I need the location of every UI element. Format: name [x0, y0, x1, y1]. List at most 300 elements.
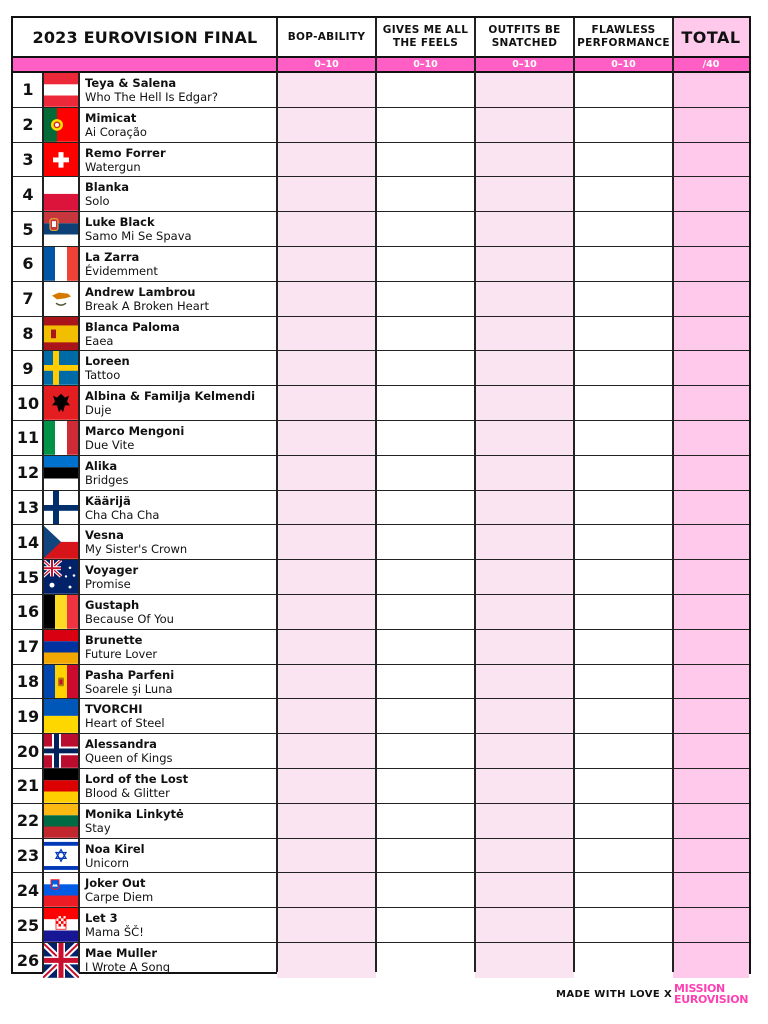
artist-name: Pasha Parfeni	[85, 667, 175, 682]
artist-name: Let 3	[85, 911, 118, 926]
entry-names	[85, 460, 280, 487]
score-cell-outfits[interactable]	[475, 73, 574, 107]
song-title: Samo Mi Se Spava	[85, 229, 192, 244]
score-cell-bop-ability[interactable]	[277, 525, 376, 559]
scale-label: 0–10	[413, 59, 438, 70]
artist-name: Voyager	[85, 563, 139, 578]
score-cell-total[interactable]	[673, 177, 749, 211]
running-order-number: 13	[16, 497, 40, 517]
song-title: Stay	[85, 820, 111, 835]
song-title: Carpe Diem	[85, 890, 154, 905]
entry-names	[85, 634, 280, 661]
made-with-love-text: MADE WITH LOVE X	[556, 989, 673, 1000]
entry-row	[13, 212, 749, 247]
running-order-number: 25	[16, 915, 40, 935]
score-cell-bop-ability[interactable]	[277, 351, 376, 385]
entry-names	[85, 181, 280, 208]
scale-label: 0–10	[611, 59, 636, 70]
entry-row	[13, 351, 749, 386]
artist-name: Andrew Lambrou	[85, 284, 196, 299]
score-cell-bop-ability[interactable]	[277, 665, 376, 699]
score-cell-performance[interactable]	[574, 386, 673, 420]
artist-name: Mimicat	[85, 110, 137, 125]
entry-row	[13, 769, 749, 804]
score-cell-performance[interactable]	[574, 839, 673, 873]
score-cell-bop-ability[interactable]	[277, 839, 376, 873]
score-cell-outfits[interactable]	[475, 282, 574, 316]
score-cell-performance[interactable]	[574, 769, 673, 803]
score-cell-bop-ability[interactable]	[277, 734, 376, 768]
score-cell-performance[interactable]	[574, 734, 673, 768]
running-order-number: 21	[16, 776, 40, 796]
song-title: Who The Hell Is Edgar?	[85, 90, 218, 104]
australia-flag-icon	[43, 560, 79, 594]
song-title: Solo	[85, 194, 110, 209]
entry-row	[13, 108, 749, 143]
entry-row	[13, 630, 749, 665]
score-cell-performance[interactable]	[574, 491, 673, 525]
artist-name: Mae Muller	[85, 946, 157, 960]
song-title: Duje	[85, 403, 112, 418]
artist-name: Gustaph	[85, 598, 140, 612]
slovenia-flag-icon	[43, 873, 79, 907]
column-header-outfits: OUTFITS BE SNATCHED	[488, 24, 561, 49]
scale-label: /40	[702, 59, 720, 70]
artist-name: Vesna	[85, 528, 124, 543]
running-order-number: 8	[22, 323, 34, 343]
artist-name: Marco Mengoni	[85, 424, 185, 438]
entry-names	[85, 599, 280, 626]
score-cell-performance[interactable]	[574, 943, 673, 978]
scale-label: 0–10	[512, 59, 537, 70]
score-cell-outfits[interactable]	[475, 247, 574, 281]
score-cell-bop-ability[interactable]	[277, 804, 376, 838]
score-cell-total[interactable]	[673, 525, 749, 559]
cyprus-flag-icon	[43, 282, 79, 316]
score-cell-total[interactable]	[673, 839, 749, 873]
score-cell-outfits[interactable]	[475, 769, 574, 803]
score-cell-outfits[interactable]	[475, 177, 574, 211]
running-order-number: 4	[22, 184, 34, 204]
score-cell-feels[interactable]	[376, 734, 475, 768]
entry-row	[13, 386, 749, 421]
song-title: Ai Coração	[85, 124, 147, 139]
entry-row	[13, 282, 749, 317]
score-cell-outfits[interactable]	[475, 943, 574, 978]
song-title: Watergun	[85, 159, 141, 174]
song-title: Eaea	[85, 333, 114, 348]
score-cell-total[interactable]	[673, 456, 749, 490]
page-title: 2023 EUROVISION FINAL	[32, 27, 258, 47]
entry-names	[85, 773, 280, 800]
score-cell-performance[interactable]	[574, 595, 673, 629]
artist-name: Alika	[85, 458, 118, 473]
score-cell-total[interactable]	[673, 943, 749, 978]
score-cell-feels[interactable]	[376, 351, 475, 385]
score-cell-feels[interactable]	[376, 108, 475, 142]
entry-row	[13, 699, 749, 734]
running-order-number: 18	[16, 671, 40, 691]
score-cell-outfits[interactable]	[475, 595, 574, 629]
running-order-number: 17	[16, 637, 40, 657]
score-cell-feels[interactable]	[376, 212, 475, 246]
entry-names	[85, 529, 280, 556]
grid-divider	[78, 73, 80, 972]
score-cell-feels[interactable]	[376, 456, 475, 490]
entry-names	[85, 425, 280, 452]
score-cell-feels[interactable]	[376, 421, 475, 455]
score-cell-performance[interactable]	[574, 804, 673, 838]
score-cell-outfits[interactable]	[475, 143, 574, 177]
score-cell-performance[interactable]	[574, 421, 673, 455]
entry-row	[13, 317, 749, 352]
column-header-performance: FLAWLESS PERFORMANCE	[577, 24, 670, 49]
score-cell-feels[interactable]	[376, 386, 475, 420]
entry-row	[13, 595, 749, 630]
score-cell-outfits[interactable]	[475, 212, 574, 246]
score-cell-total[interactable]	[673, 212, 749, 246]
artist-name: La Zarra	[85, 250, 140, 264]
score-cell-outfits[interactable]	[475, 317, 574, 351]
grid-divider	[573, 18, 575, 972]
grid-divider	[474, 18, 476, 972]
croatia-flag-icon	[43, 908, 79, 942]
song-title: Évidemment	[85, 264, 158, 278]
italy-flag-icon	[43, 421, 79, 455]
score-cell-feels[interactable]	[376, 247, 475, 281]
song-title: Heart of Steel	[85, 716, 165, 731]
score-cell-total[interactable]	[673, 421, 749, 455]
score-cell-outfits[interactable]	[475, 386, 574, 420]
grid-divider	[375, 18, 377, 972]
entry-names	[85, 738, 280, 765]
entry-row	[13, 665, 749, 700]
score-cell-bop-ability[interactable]	[277, 421, 376, 455]
estonia-flag-icon	[43, 456, 79, 490]
score-cell-bop-ability[interactable]	[277, 317, 376, 351]
finland-flag-icon	[43, 491, 79, 525]
entry-names	[85, 495, 280, 522]
score-cell-performance[interactable]	[574, 456, 673, 490]
entry-row	[13, 873, 749, 908]
column-header-feels: GIVES ME ALL THE FEELS	[382, 24, 469, 49]
song-title: Soarele şi Luna	[85, 681, 173, 696]
song-title: Blood & Glitter	[85, 786, 170, 800]
score-cell-bop-ability[interactable]	[277, 491, 376, 525]
score-cell-bop-ability[interactable]	[277, 630, 376, 664]
artist-name: Alessandra	[85, 737, 157, 752]
score-cell-feels[interactable]	[376, 699, 475, 733]
running-order-number: 20	[16, 741, 40, 761]
entry-row	[13, 491, 749, 526]
score-cell-feels[interactable]	[376, 143, 475, 177]
score-cell-outfits[interactable]	[475, 491, 574, 525]
score-cell-performance[interactable]	[574, 560, 673, 594]
entry-names	[85, 390, 280, 417]
score-cell-bop-ability[interactable]	[277, 908, 376, 942]
song-title: Mama ŠČ!	[85, 925, 144, 940]
footer	[556, 982, 756, 1011]
artist-name: Käärijä	[85, 493, 131, 508]
brand-line: MISSION	[674, 982, 725, 995]
score-cell-bop-ability[interactable]	[277, 177, 376, 211]
grid-divider	[672, 18, 674, 972]
score-cell-performance[interactable]	[574, 873, 673, 907]
entry-row	[13, 525, 749, 560]
scale-row	[13, 58, 749, 73]
score-cell-total[interactable]	[673, 630, 749, 664]
entry-row	[13, 421, 749, 456]
score-cell-performance[interactable]	[574, 282, 673, 316]
score-cell-outfits[interactable]	[475, 560, 574, 594]
score-cell-performance[interactable]	[574, 630, 673, 664]
score-cell-total[interactable]	[673, 317, 749, 351]
artist-name: Noa Kirel	[85, 841, 145, 856]
france-flag-icon	[43, 247, 79, 281]
score-cell-total[interactable]	[673, 491, 749, 525]
score-cell-bop-ability[interactable]	[277, 73, 376, 107]
score-cell-outfits[interactable]	[475, 108, 574, 142]
song-title: I Wrote A Song	[85, 960, 171, 974]
score-cell-total[interactable]	[673, 769, 749, 803]
scoresheet	[11, 16, 751, 974]
score-cell-feels[interactable]	[376, 560, 475, 594]
entry-names	[85, 77, 280, 104]
armenia-flag-icon	[43, 630, 79, 664]
score-cell-outfits[interactable]	[475, 630, 574, 664]
score-cell-total[interactable]	[673, 699, 749, 733]
score-cell-feels[interactable]	[376, 665, 475, 699]
entry-row	[13, 804, 749, 839]
entry-row	[13, 247, 749, 282]
artist-name: Blanka	[85, 180, 130, 195]
running-order-number: 24	[16, 880, 40, 900]
score-cell-feels[interactable]	[376, 317, 475, 351]
score-cell-bop-ability[interactable]	[277, 108, 376, 142]
entry-names	[85, 947, 280, 974]
artist-name: Joker Out	[85, 876, 146, 891]
entry-names	[85, 703, 280, 730]
score-cell-feels[interactable]	[376, 525, 475, 559]
united-kingdom-flag-icon	[43, 943, 79, 978]
entry-names	[85, 669, 280, 696]
score-cell-performance[interactable]	[574, 699, 673, 733]
score-cell-outfits[interactable]	[475, 734, 574, 768]
score-cell-performance[interactable]	[574, 108, 673, 142]
entry-names	[85, 843, 280, 870]
score-cell-outfits[interactable]	[475, 525, 574, 559]
score-cell-bop-ability[interactable]	[277, 456, 376, 490]
running-order-number: 16	[16, 602, 40, 622]
score-cell-performance[interactable]	[574, 525, 673, 559]
germany-flag-icon	[43, 769, 79, 803]
score-cell-bop-ability[interactable]	[277, 247, 376, 281]
score-cell-bop-ability[interactable]	[277, 143, 376, 177]
brand-line: EUROVISION	[674, 993, 749, 1006]
czechia-flag-icon	[43, 525, 79, 559]
entry-row	[13, 456, 749, 491]
score-cell-bop-ability[interactable]	[277, 595, 376, 629]
score-cell-bop-ability[interactable]	[277, 699, 376, 733]
sweden-flag-icon	[43, 351, 79, 385]
song-title: Tattoo	[85, 368, 121, 383]
entry-names	[85, 216, 280, 243]
score-cell-performance[interactable]	[574, 908, 673, 942]
score-cell-performance[interactable]	[574, 73, 673, 107]
artist-name: TVORCHI	[85, 702, 143, 717]
entry-names	[85, 321, 280, 348]
portugal-flag-icon	[43, 108, 79, 142]
artist-name: Albina & Familja Kelmendi	[85, 389, 256, 404]
running-order-number: 6	[22, 254, 34, 274]
running-order-number: 26	[16, 950, 40, 970]
austria-flag-icon	[43, 73, 79, 107]
entry-names	[85, 251, 280, 278]
ukraine-flag-icon	[43, 699, 79, 733]
score-cell-feels[interactable]	[376, 908, 475, 942]
column-header-total: TOTAL	[673, 18, 749, 56]
score-cell-feels[interactable]	[376, 839, 475, 873]
score-cell-outfits[interactable]	[475, 456, 574, 490]
score-cell-outfits[interactable]	[475, 421, 574, 455]
score-cell-total[interactable]	[673, 560, 749, 594]
entry-names	[85, 912, 280, 939]
score-cell-feels[interactable]	[376, 177, 475, 211]
score-cell-bop-ability[interactable]	[277, 386, 376, 420]
artist-name: Monika Linkytė	[85, 806, 184, 821]
score-cell-performance[interactable]	[574, 212, 673, 246]
song-title: Because Of You	[85, 612, 174, 626]
score-cell-total[interactable]	[673, 595, 749, 629]
song-title: Queen of Kings	[85, 751, 173, 766]
entry-row	[13, 734, 749, 769]
albania-flag-icon	[43, 386, 79, 420]
score-cell-outfits[interactable]	[475, 873, 574, 907]
israel-flag-icon	[43, 839, 79, 873]
song-title: Bridges	[85, 472, 129, 487]
score-cell-performance[interactable]	[574, 665, 673, 699]
artist-name: Teya & Salena	[85, 76, 177, 90]
score-cell-outfits[interactable]	[475, 699, 574, 733]
poland-flag-icon	[43, 177, 79, 211]
score-cell-bop-ability[interactable]	[277, 560, 376, 594]
entry-names	[85, 112, 280, 139]
grid-divider	[42, 73, 44, 972]
score-cell-bop-ability[interactable]	[277, 943, 376, 978]
score-cell-feels[interactable]	[376, 943, 475, 978]
running-order-number: 3	[22, 149, 34, 169]
score-cell-total[interactable]	[673, 804, 749, 838]
score-cell-total[interactable]	[673, 873, 749, 907]
score-cell-total[interactable]	[673, 73, 749, 107]
score-cell-outfits[interactable]	[475, 908, 574, 942]
score-cell-total[interactable]	[673, 247, 749, 281]
score-cell-total[interactable]	[673, 351, 749, 385]
score-cell-feels[interactable]	[376, 769, 475, 803]
entry-row	[13, 143, 749, 178]
artist-name: Brunette	[85, 632, 143, 647]
running-order-number: 14	[16, 532, 40, 552]
score-cell-outfits[interactable]	[475, 804, 574, 838]
score-cell-outfits[interactable]	[475, 839, 574, 873]
running-order-number: 1	[22, 80, 34, 100]
score-cell-total[interactable]	[673, 282, 749, 316]
score-cell-performance[interactable]	[574, 317, 673, 351]
song-title: Future Lover	[85, 646, 158, 661]
running-order-number: 15	[16, 567, 40, 587]
score-cell-outfits[interactable]	[475, 351, 574, 385]
mission-eurovision-logo	[674, 983, 748, 1005]
score-cell-total[interactable]	[673, 908, 749, 942]
score-cell-feels[interactable]	[376, 282, 475, 316]
running-order-number: 5	[22, 219, 34, 239]
running-order-number: 10	[16, 393, 40, 413]
score-cell-total[interactable]	[673, 143, 749, 177]
running-order-number: 11	[16, 428, 40, 448]
serbia-flag-icon	[43, 212, 79, 246]
entry-row	[13, 73, 749, 108]
score-cell-bop-ability[interactable]	[277, 282, 376, 316]
score-cell-total[interactable]	[673, 108, 749, 142]
score-cell-total[interactable]	[673, 386, 749, 420]
song-title: Promise	[85, 577, 131, 592]
song-title: Cha Cha Cha	[85, 507, 160, 522]
score-cell-performance[interactable]	[574, 143, 673, 177]
entry-row	[13, 943, 749, 978]
score-cell-feels[interactable]	[376, 595, 475, 629]
score-cell-performance[interactable]	[574, 177, 673, 211]
artist-name: Lord of the Lost	[85, 772, 189, 786]
artist-name: Remo Forrer	[85, 145, 166, 160]
running-order-number: 2	[22, 115, 34, 135]
lithuania-flag-icon	[43, 804, 79, 838]
score-cell-performance[interactable]	[574, 247, 673, 281]
score-cell-bop-ability[interactable]	[277, 873, 376, 907]
song-title: My Sister's Crown	[85, 542, 188, 557]
song-title: Unicorn	[85, 855, 130, 870]
running-order-number: 7	[22, 289, 34, 309]
belgium-flag-icon	[43, 595, 79, 629]
score-cell-feels[interactable]	[376, 630, 475, 664]
score-cell-feels[interactable]	[376, 873, 475, 907]
song-title: Break A Broken Heart	[85, 298, 210, 313]
header-row	[13, 18, 749, 58]
score-cell-total[interactable]	[673, 734, 749, 768]
entry-names	[85, 147, 280, 174]
running-order-number: 9	[22, 358, 34, 378]
entry-names	[85, 355, 280, 382]
score-cell-bop-ability[interactable]	[277, 212, 376, 246]
running-order-number: 19	[16, 706, 40, 726]
score-cell-performance[interactable]	[574, 351, 673, 385]
norway-flag-icon	[43, 734, 79, 768]
grid-divider	[276, 18, 278, 972]
running-order-number: 12	[16, 463, 40, 483]
running-order-number: 23	[16, 845, 40, 865]
score-cell-feels[interactable]	[376, 491, 475, 525]
column-header-bop-ability: BOP-ABILITY	[287, 30, 366, 43]
score-cell-total[interactable]	[673, 665, 749, 699]
score-cell-bop-ability[interactable]	[277, 769, 376, 803]
artist-name: Luke Black	[85, 215, 155, 230]
score-cell-outfits[interactable]	[475, 665, 574, 699]
running-order-number: 22	[16, 811, 40, 831]
score-cell-feels[interactable]	[376, 73, 475, 107]
artist-name: Blanca Paloma	[85, 319, 180, 334]
score-cell-feels[interactable]	[376, 804, 475, 838]
entry-row	[13, 908, 749, 943]
entry-names	[85, 564, 280, 591]
